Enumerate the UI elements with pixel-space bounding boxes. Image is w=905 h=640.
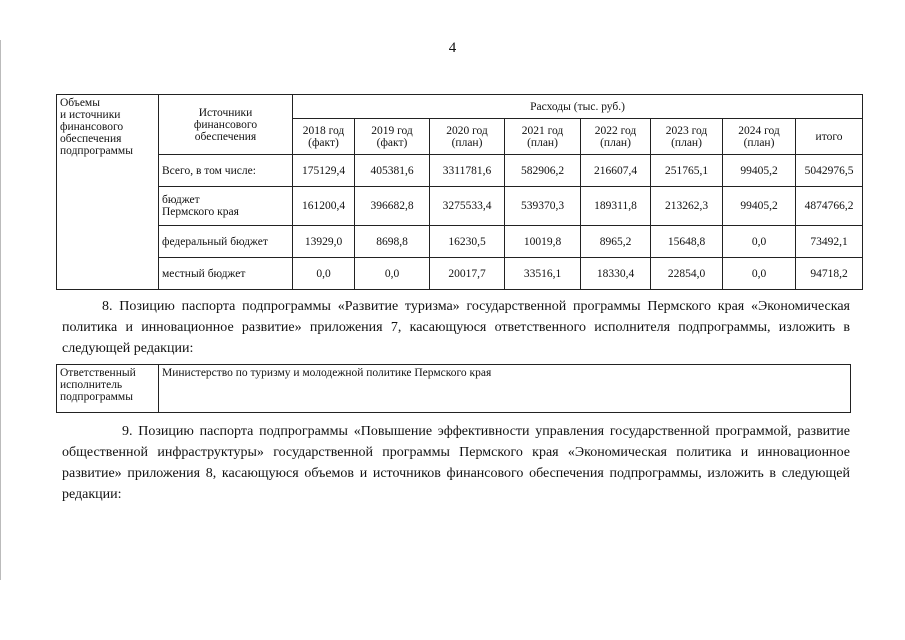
cell-value: 99405,2: [723, 187, 796, 226]
cell-value: 0,0: [355, 258, 430, 290]
cell-value: 15648,8: [651, 226, 723, 258]
cell-value: 20017,7: [430, 258, 505, 290]
cell-value: 73492,1: [796, 226, 863, 258]
cell-value: 94718,2: [796, 258, 863, 290]
cell-value: 16230,5: [430, 226, 505, 258]
cell-value: 161200,4: [293, 187, 355, 226]
scan-edge-line: [0, 40, 4, 580]
executor-label: Ответственный исполнитель подпрограммы: [57, 365, 159, 413]
cell-value: 251765,1: [651, 155, 723, 187]
year-header: 2020 год (план): [430, 119, 505, 155]
cell-value: 213262,3: [651, 187, 723, 226]
subprogram-volume-label: Объемы и источники финансового обеспечения подпрограммы: [57, 95, 159, 290]
cell-value: 22854,0: [651, 258, 723, 290]
row-label: бюджет Пермского края: [159, 187, 293, 226]
paragraph-8: 8. Позицию паспорта подпрограммы «Развитие туризма» государственной программы Пермского края «Экономическая политика и инновационное развитие» приложения 7, касающуюся ответственного исполнителя подпрограммы, изложить в следующей редакции:: [62, 299, 850, 356]
year-header: 2024 год (план): [723, 119, 796, 155]
cell-value: 396682,8: [355, 187, 430, 226]
cell-value: 99405,2: [723, 155, 796, 187]
year-header: 2019 год (факт): [355, 119, 430, 155]
cell-value: 0,0: [723, 226, 796, 258]
finance-table: [56, 94, 863, 290]
cell-value: 13929,0: [293, 226, 355, 258]
cell-value: 4874766,2: [796, 187, 863, 226]
sources-header: Источники финансового обеспечения: [159, 95, 293, 155]
row-label: местный бюджет: [159, 258, 293, 290]
cell-value: 8965,2: [581, 226, 651, 258]
row-label: Всего, в том числе:: [159, 155, 293, 187]
expenses-header: Расходы (тыс. руб.): [293, 95, 863, 119]
table-row: [57, 226, 863, 258]
cell-value: 0,0: [293, 258, 355, 290]
cell-value: 18330,4: [581, 258, 651, 290]
year-header: 2018 год (факт): [293, 119, 355, 155]
cell-value: 10019,8: [505, 226, 581, 258]
executor-value: Министерство по туризму и молодежной политике Пермского края: [159, 365, 851, 413]
year-header: 2022 год (план): [581, 119, 651, 155]
cell-value: 5042976,5: [796, 155, 863, 187]
executor-table: [56, 364, 851, 413]
cell-value: 582906,2: [505, 155, 581, 187]
year-header: 2021 год (план): [505, 119, 581, 155]
year-header: 2023 год (план): [651, 119, 723, 155]
table-row: [57, 155, 863, 187]
table-row: [57, 258, 863, 290]
cell-value: 3275533,4: [430, 187, 505, 226]
total-header: итого: [796, 119, 863, 155]
page-number: 4: [448, 40, 457, 56]
cell-value: 539370,3: [505, 187, 581, 226]
table-row: [57, 187, 863, 226]
cell-value: 175129,4: [293, 155, 355, 187]
cell-value: 0,0: [723, 258, 796, 290]
row-label: федеральный бюджет: [159, 226, 293, 258]
paragraph-9: 9. Позицию паспорта подпрограммы «Повышение эффективности управления государственной программой, развитие общественной инфраструктуры» государственной программы Пермского края «Экономическая политика и инновационное развитие» приложения 8, касающуюся объемов и источников финансового обеспечения подпрограммы, изложить в следующей редакции:: [62, 424, 850, 502]
cell-value: 8698,8: [355, 226, 430, 258]
cell-value: 3311781,6: [430, 155, 505, 187]
cell-value: 33516,1: [505, 258, 581, 290]
cell-value: 189311,8: [581, 187, 651, 226]
cell-value: 216607,4: [581, 155, 651, 187]
cell-value: 405381,6: [355, 155, 430, 187]
